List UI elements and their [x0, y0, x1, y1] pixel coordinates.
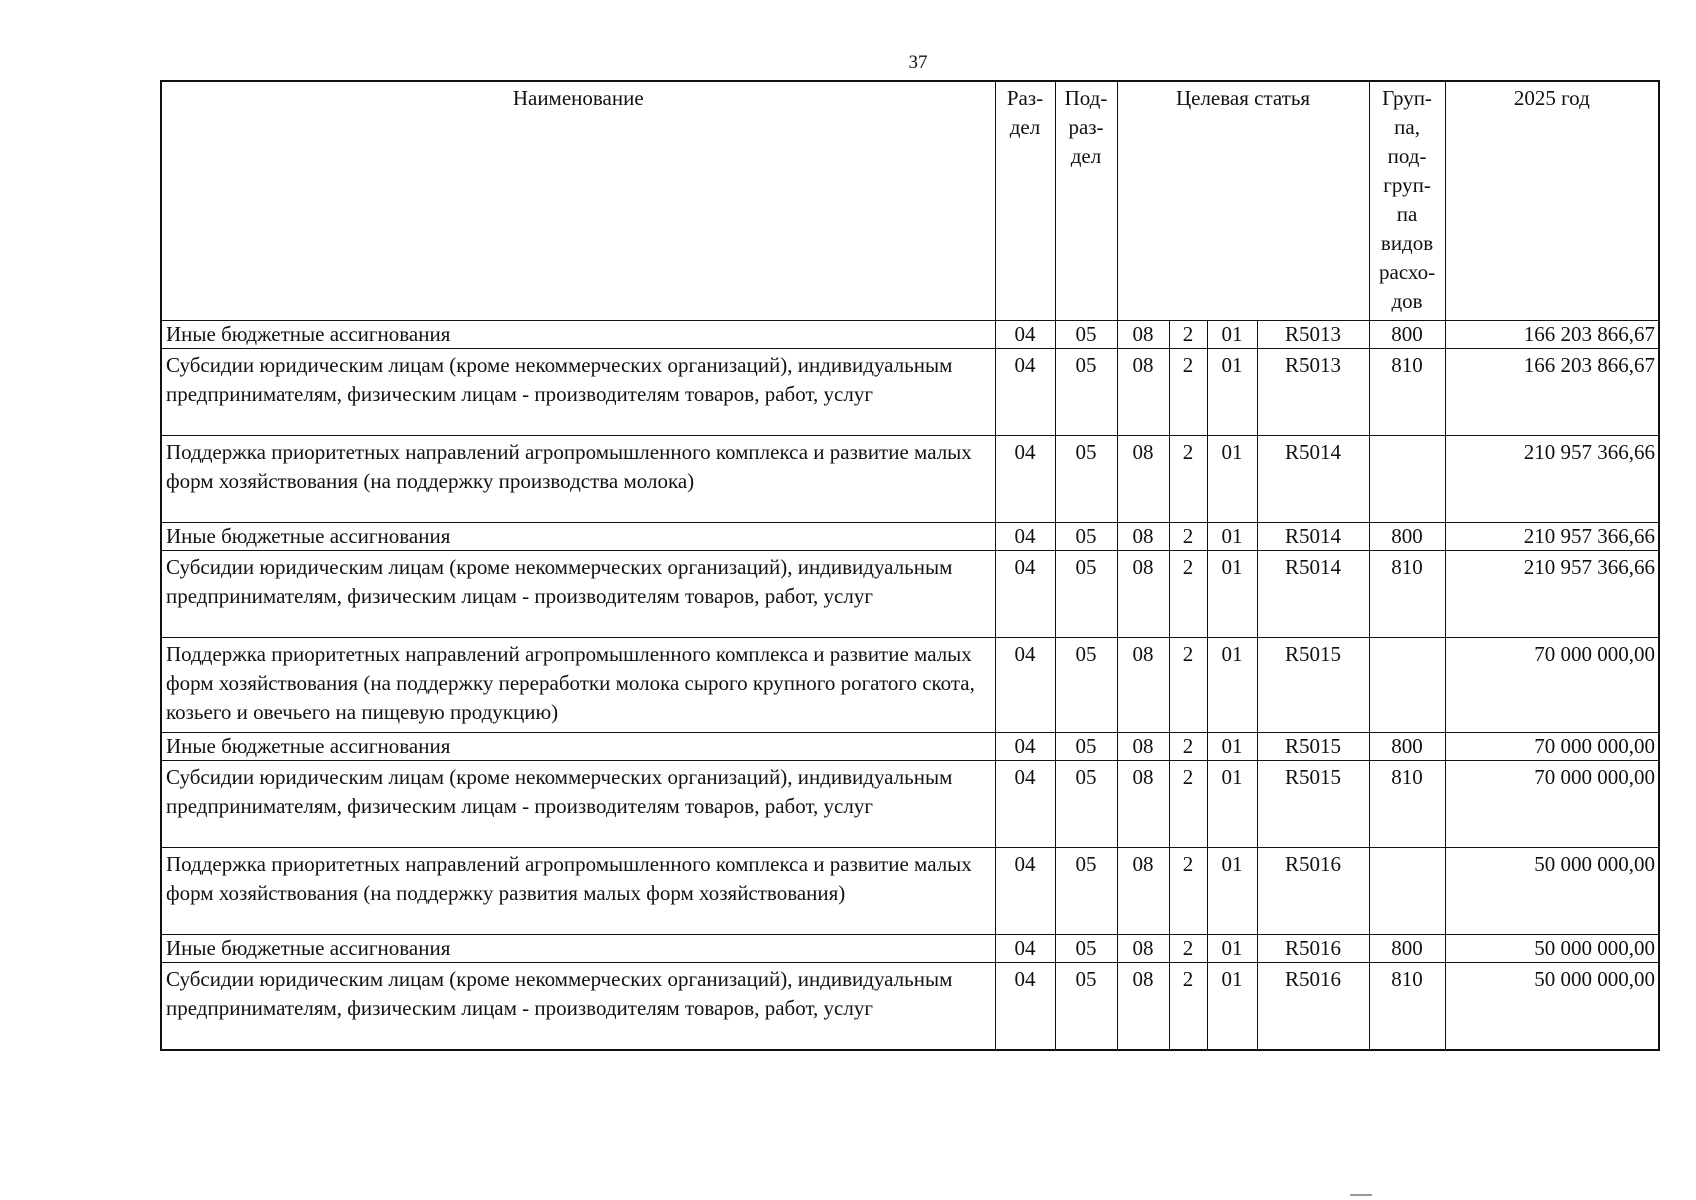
row-podrazdel: 05 [1055, 848, 1117, 935]
row-target-subprogram: 01 [1207, 761, 1257, 848]
row-expense-group [1369, 436, 1445, 523]
table-row [161, 321, 1659, 349]
row-target-type: 2 [1169, 761, 1207, 848]
row-name: Субсидии юридическим лицам (кроме некоммерческих организаций), индивидуальным предпринимателям, физическим лицам - производителям товаров, работ, услуг [161, 551, 995, 638]
row-target-program: 08 [1117, 733, 1169, 761]
row-razdel: 04 [995, 761, 1055, 848]
row-podrazdel: 05 [1055, 523, 1117, 551]
row-expense-group: 810 [1369, 349, 1445, 436]
row-amount: 210 957 366,66 [1445, 523, 1659, 551]
row-razdel: 04 [995, 733, 1055, 761]
table-row [161, 436, 1659, 523]
row-expense-group: 810 [1369, 551, 1445, 638]
row-target-type: 2 [1169, 848, 1207, 935]
row-podrazdel: 05 [1055, 935, 1117, 963]
row-target-type: 2 [1169, 349, 1207, 436]
table-row [161, 963, 1659, 1051]
header-name: Наименование [161, 81, 995, 321]
row-razdel: 04 [995, 436, 1055, 523]
row-podrazdel: 05 [1055, 963, 1117, 1051]
row-name: Субсидии юридическим лицам (кроме некоммерческих организаций), индивидуальным предпринимателям, физическим лицам - производителям товаров, работ, услуг [161, 963, 995, 1051]
row-target-type: 2 [1169, 638, 1207, 733]
row-podrazdel: 05 [1055, 638, 1117, 733]
row-amount: 210 957 366,66 [1445, 551, 1659, 638]
row-target-subprogram: 01 [1207, 848, 1257, 935]
row-podrazdel: 05 [1055, 349, 1117, 436]
row-target-program: 08 [1117, 349, 1169, 436]
row-target-program: 08 [1117, 848, 1169, 935]
page-edge-mark [1350, 1194, 1372, 1196]
row-name: Субсидии юридическим лицам (кроме некоммерческих организаций), индивидуальным предпринимателям, физическим лицам - производителям товаров, работ, услуг [161, 761, 995, 848]
row-expense-group: 800 [1369, 321, 1445, 349]
row-target-program: 08 [1117, 935, 1169, 963]
row-razdel: 04 [995, 963, 1055, 1051]
row-target-type: 2 [1169, 963, 1207, 1051]
row-name: Иные бюджетные ассигнования [161, 523, 995, 551]
row-target-program: 08 [1117, 436, 1169, 523]
row-podrazdel: 05 [1055, 551, 1117, 638]
row-name: Поддержка приоритетных направлений агропромышленного комплекса и развитие малых форм хозяйствования (на поддержку производства молока) [161, 436, 995, 523]
table-row [161, 523, 1659, 551]
row-target-code: R5016 [1257, 935, 1369, 963]
row-target-code: R5015 [1257, 733, 1369, 761]
row-target-type: 2 [1169, 436, 1207, 523]
table-row [161, 638, 1659, 733]
row-amount: 166 203 866,67 [1445, 349, 1659, 436]
row-razdel: 04 [995, 321, 1055, 349]
row-target-code: R5015 [1257, 638, 1369, 733]
header-target: Целевая статья [1117, 81, 1369, 321]
row-target-subprogram: 01 [1207, 523, 1257, 551]
row-target-type: 2 [1169, 551, 1207, 638]
row-podrazdel: 05 [1055, 733, 1117, 761]
row-podrazdel: 05 [1055, 436, 1117, 523]
row-expense-group [1369, 848, 1445, 935]
header-year: 2025 год [1445, 81, 1659, 321]
row-target-code: R5016 [1257, 848, 1369, 935]
row-target-program: 08 [1117, 638, 1169, 733]
row-razdel: 04 [995, 638, 1055, 733]
row-podrazdel: 05 [1055, 321, 1117, 349]
row-target-code: R5015 [1257, 761, 1369, 848]
row-razdel: 04 [995, 848, 1055, 935]
row-target-subprogram: 01 [1207, 551, 1257, 638]
header-razdel: Раз-дел [995, 81, 1055, 321]
header-podrazdel: Под-раз-дел [1055, 81, 1117, 321]
row-target-type: 2 [1169, 733, 1207, 761]
row-expense-group: 800 [1369, 733, 1445, 761]
row-target-subprogram: 01 [1207, 321, 1257, 349]
row-target-code: R5016 [1257, 963, 1369, 1051]
row-amount: 210 957 366,66 [1445, 436, 1659, 523]
row-target-code: R5013 [1257, 349, 1369, 436]
table-row [161, 551, 1659, 638]
row-amount: 50 000 000,00 [1445, 963, 1659, 1051]
row-target-type: 2 [1169, 523, 1207, 551]
row-amount: 70 000 000,00 [1445, 638, 1659, 733]
row-target-code: R5013 [1257, 321, 1369, 349]
row-name: Субсидии юридическим лицам (кроме некоммерческих организаций), индивидуальным предпринимателям, физическим лицам - производителям товаров, работ, услуг [161, 349, 995, 436]
row-name: Поддержка приоритетных направлений агропромышленного комплекса и развитие малых форм хозяйствования (на поддержку переработки молока сырого крупного рогатого скота, козьего и овечьего на пищевую продукцию) [161, 638, 995, 733]
row-target-program: 08 [1117, 321, 1169, 349]
row-name: Поддержка приоритетных направлений агропромышленного комплекса и развитие малых форм хозяйствования (на поддержку развития малых форм хозяйствования) [161, 848, 995, 935]
row-expense-group: 810 [1369, 963, 1445, 1051]
row-expense-group: 810 [1369, 761, 1445, 848]
row-podrazdel: 05 [1055, 761, 1117, 848]
row-razdel: 04 [995, 523, 1055, 551]
row-target-subprogram: 01 [1207, 349, 1257, 436]
row-expense-group [1369, 638, 1445, 733]
table-row [161, 761, 1659, 848]
row-amount: 166 203 866,67 [1445, 321, 1659, 349]
row-target-type: 2 [1169, 935, 1207, 963]
header-group: Груп-па, под-груп-па видов расхо-дов [1369, 81, 1445, 321]
row-target-program: 08 [1117, 761, 1169, 848]
row-target-program: 08 [1117, 551, 1169, 638]
header-row [161, 81, 1659, 321]
row-amount: 70 000 000,00 [1445, 761, 1659, 848]
row-target-subprogram: 01 [1207, 436, 1257, 523]
row-target-type: 2 [1169, 321, 1207, 349]
row-target-subprogram: 01 [1207, 935, 1257, 963]
row-amount: 50 000 000,00 [1445, 848, 1659, 935]
row-expense-group: 800 [1369, 523, 1445, 551]
table-row [161, 733, 1659, 761]
row-target-subprogram: 01 [1207, 733, 1257, 761]
row-razdel: 04 [995, 935, 1055, 963]
row-amount: 50 000 000,00 [1445, 935, 1659, 963]
budget-table [160, 80, 1660, 1051]
row-name: Иные бюджетные ассигнования [161, 935, 995, 963]
row-razdel: 04 [995, 349, 1055, 436]
row-target-program: 08 [1117, 523, 1169, 551]
row-name: Иные бюджетные ассигнования [161, 321, 995, 349]
row-target-code: R5014 [1257, 551, 1369, 638]
row-expense-group: 800 [1369, 935, 1445, 963]
row-target-code: R5014 [1257, 436, 1369, 523]
row-name: Иные бюджетные ассигнования [161, 733, 995, 761]
row-razdel: 04 [995, 551, 1055, 638]
row-target-program: 08 [1117, 963, 1169, 1051]
table-row [161, 935, 1659, 963]
table-row [161, 349, 1659, 436]
table-row [161, 848, 1659, 935]
page-number: 37 [908, 52, 928, 73]
row-target-subprogram: 01 [1207, 638, 1257, 733]
row-amount: 70 000 000,00 [1445, 733, 1659, 761]
row-target-code: R5014 [1257, 523, 1369, 551]
row-target-subprogram: 01 [1207, 963, 1257, 1051]
